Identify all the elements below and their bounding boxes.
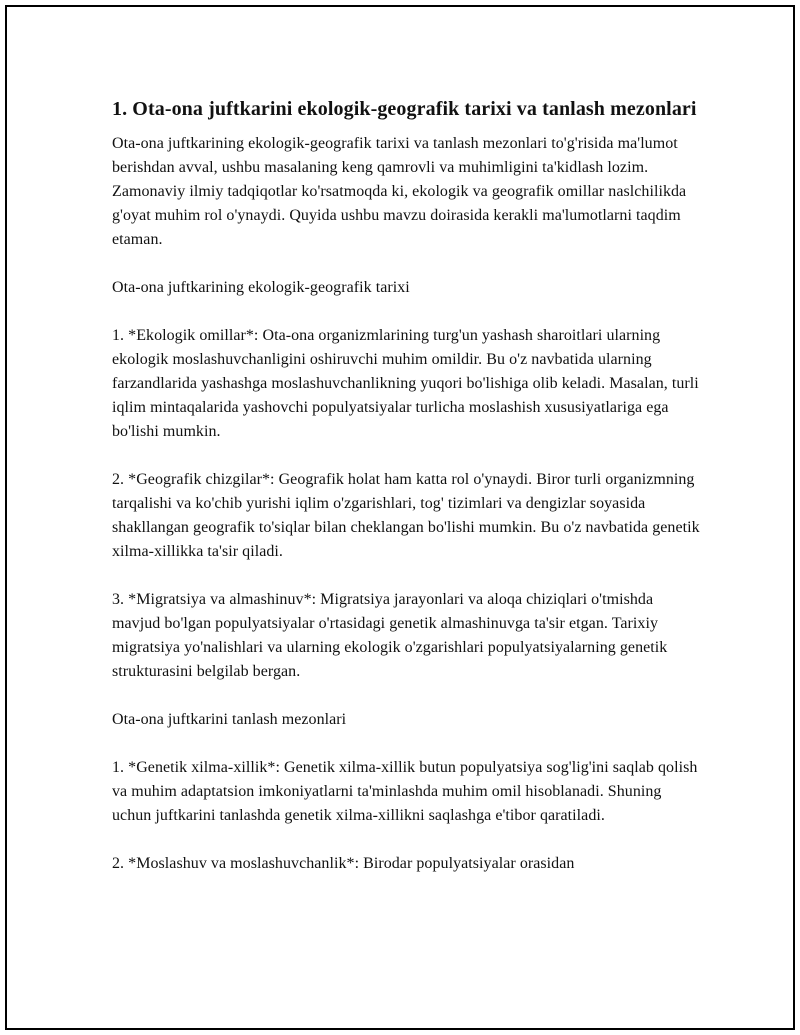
list-item-geographic-features: 2. *Geografik chizgilar*: Geografik holat ham katta rol o'ynaydi. Biror turli organizmning tarqalishi va ko'chib yurishi iqlim o'zgarishlari, tog' tizimlari va dengizlar soyasida shakllangan geografik to'siqlar bilan cheklangan bo'lishi mumkin. Bu o'z navbatida genetik xilma-xillikka ta'sir qiladi.: [112, 471, 700, 560]
document-body: [112, 96, 702, 900]
list-item-migration: 3. *Migratsiya va almashinuv*: Migratsiya jarayonlari va aloqa chiziqlari o'tmishda mavjud bo'lgan populyatsiyalar o'rtasidagi genetik almashinuvga ta'sir etgan. Tarixiy migratsiya yo'nalishlari va ularning ekologik o'zgarishlari populyatsiyalarning genetik strukturasini belgilab bergan.: [112, 591, 668, 680]
list-item-ecological-factors: 1. *Ekologik omillar*: Ota-ona organizmlarining turg'un yashash sharoitlari ularning ekologik moslashuvchanligini oshiruvchi muhim omildir. Bu o'z navbatida ularning farzandlarida yashashga moslashuvchanlikning yuqori bo'lishiga olib keladi. Masalan, turli iqlim mintaqalarida yashovchi populyatsiyalar turlicha moslashish xususiyatlariga ega bo'lishi mumkin.: [112, 327, 699, 440]
section-heading-history: Ota-ona juftkarining ekologik-geografik tarixi: [112, 279, 410, 296]
list-item-genetic-diversity: 1. *Genetik xilma-xillik*: Genetik xilma-xillik butun populyatsiya sog'lig'ini saqlab qolish va muhim adaptatsion imkoniyatlarni ta'minlashda muhim omil hisoblanadi. Shuning uchun juftkarini tanlashda genetik xilma-xillikni saqlashga e'tibor qaratiladi.: [112, 759, 698, 824]
list-item-adaptation: 2. *Moslashuv va moslashuvchanlik*: Birodar populyatsiyalar orasidan: [112, 855, 575, 872]
intro-paragraph: Ota-ona juftkarining ekologik-geografik tarixi va tanlash mezonlari to'g'risida ma'lumot berishdan avval, ushbu masalaning keng qamrovli va muhimligini ta'kidlash lozim. Zamonaviy ilmiy tadqiqotlar ko'rsatmoqda ki, ekologik va geografik omillar naslchilikda g'oyat muhim rol o'ynaydi. Quyida ushbu mavzu doirasida kerakli ma'lumotlarni taqdim etaman.: [112, 135, 687, 248]
section-heading-criteria: Ota-ona juftkarini tanlash mezonlari: [112, 711, 347, 728]
document-title: 1. Ota-ona juftkarini ekologik-geografik tarixi va tanlash mezonlari: [112, 98, 697, 120]
